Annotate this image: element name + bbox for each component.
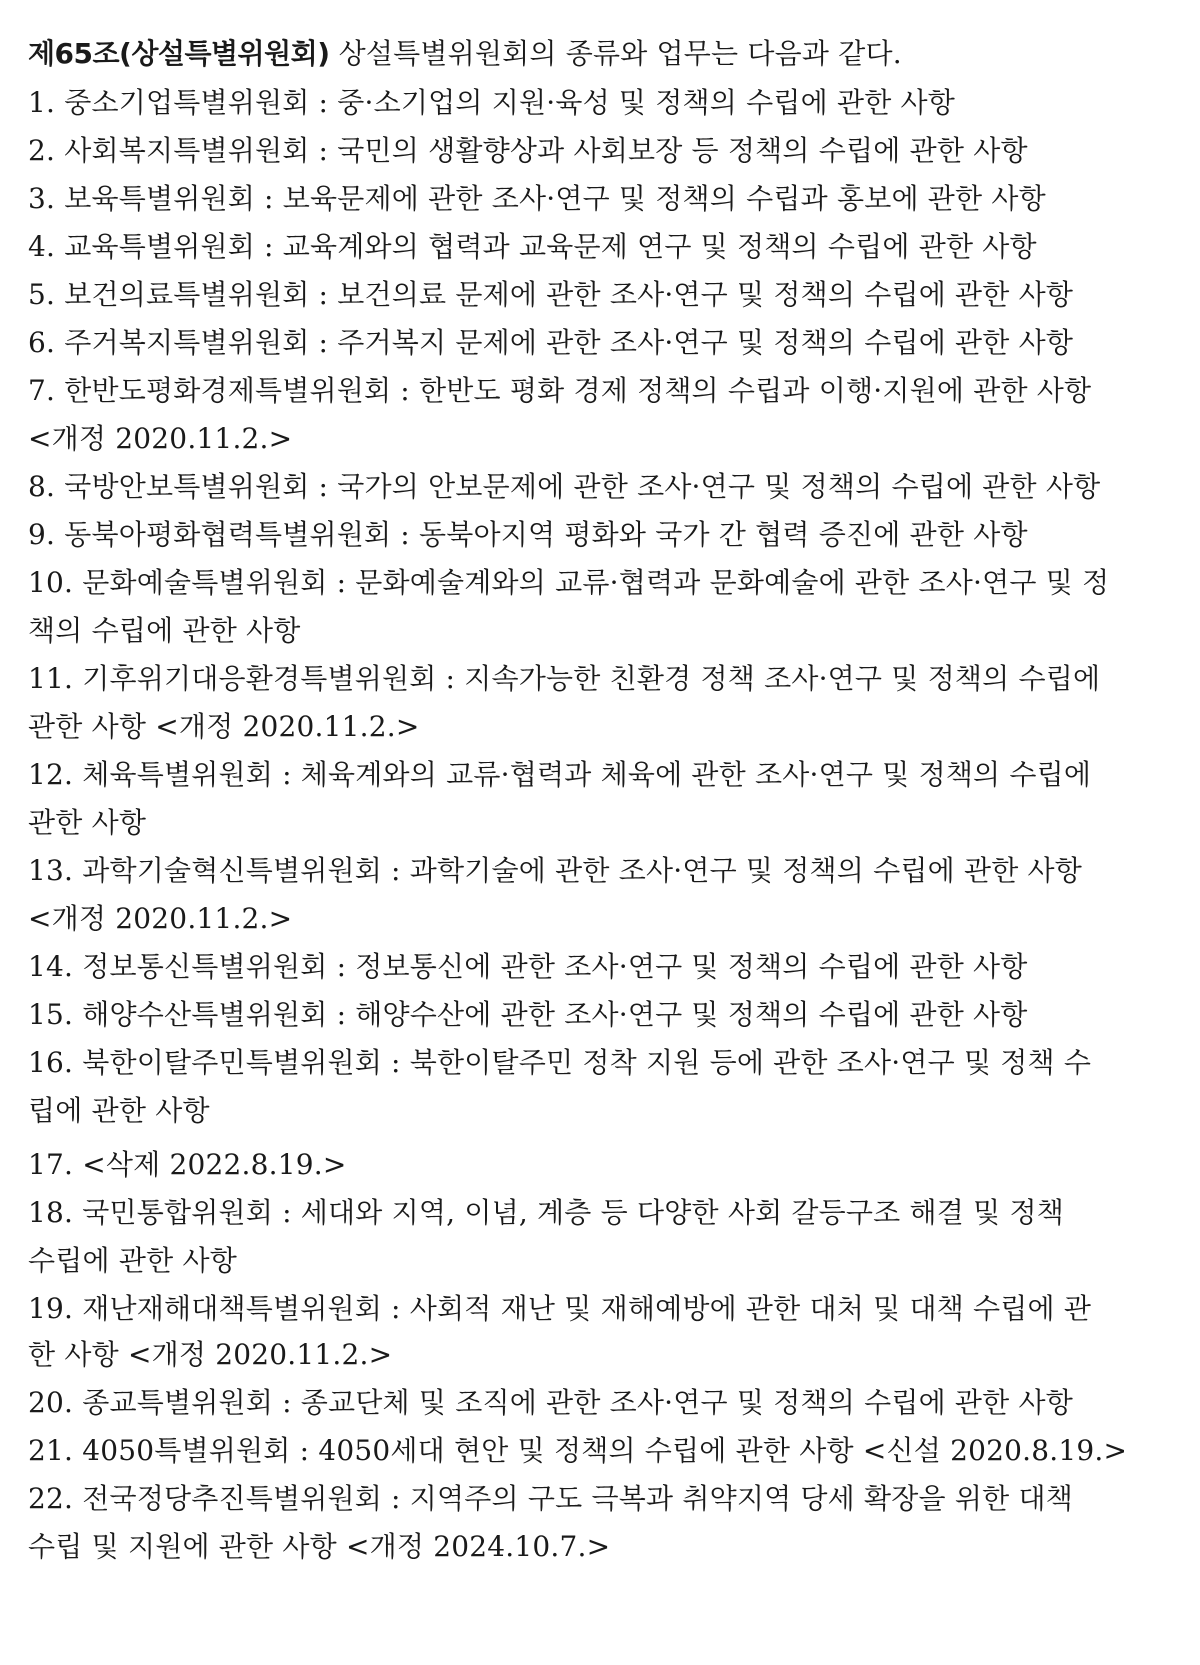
item-7-amendment: <개정 2020.11.2.> [28, 422, 293, 455]
item-21: 21. 4050특별위원회 : 4050세대 현안 및 정책의 수립에 관한 사항 <신설 2020.8.19.> [28, 1434, 1128, 1467]
item-15: 15. 해양수산특별위원회 : 해양수산에 관한 조사·연구 및 정책의 수립에 관한 사항 [28, 998, 1028, 1031]
item-12-cont: 관한 사항 [28, 806, 147, 839]
item-16: 16. 북한이탈주민특별위원회 : 북한이탈주민 정착 지원 등에 관한 조사·연구 및 정책 수 [28, 1046, 1092, 1079]
article-intro: 상설특별위원회의 종류와 업무는 다음과 같다. [338, 37, 902, 70]
article-title: 제65조(상설특별위원회) [28, 37, 330, 70]
item-18-cont: 수립에 관한 사항 [28, 1244, 237, 1277]
item-12: 12. 체육특별위원회 : 체육계와의 교류·협력과 체육에 관한 조사·연구 및 정책의 수립에 [28, 758, 1092, 791]
item-10-cont: 책의 수립에 관한 사항 [28, 614, 301, 647]
item-13-amendment: <개정 2020.11.2.> [28, 902, 293, 935]
item-20: 20. 종교특별위원회 : 종교단체 및 조직에 관한 조사·연구 및 정책의 수립에 관한 사항 [28, 1386, 1074, 1419]
item-22: 22. 전국정당추진특별위원회 : 지역주의 구도 극복과 취약지역 당세 확장을 위한 대책 [28, 1482, 1073, 1515]
item-11-cont: 관한 사항 <개정 2020.11.2.> [28, 710, 420, 743]
item-8: 8. 국방안보특별위원회 : 국가의 안보문제에 관한 조사·연구 및 정책의 수립에 관한 사항 [28, 470, 1101, 503]
item-10: 10. 문화예술특별위원회 : 문화예술계와의 교류·협력과 문화예술에 관한 조사·연구 및 정 [28, 566, 1110, 599]
item-17: 17. <삭제 2022.8.19.> [28, 1148, 347, 1181]
item-11: 11. 기후위기대응환경특별위원회 : 지속가능한 친환경 정책 조사·연구 및 정책의 수립에 [28, 662, 1101, 695]
item-14: 14. 정보통신특별위원회 : 정보통신에 관한 조사·연구 및 정책의 수립에 관한 사항 [28, 950, 1028, 983]
item-18: 18. 국민통합위원회 : 세대와 지역, 이념, 계층 등 다양한 사회 갈등구조 해결 및 정책 [28, 1196, 1064, 1229]
item-19: 19. 재난재해대책특별위원회 : 사회적 재난 및 재해예방에 관한 대처 및 대책 수립에 관 [28, 1292, 1092, 1325]
item-4: 4. 교육특별위원회 : 교육계와의 협력과 교육문제 연구 및 정책의 수립에 관한 사항 [28, 230, 1037, 263]
item-7: 7. 한반도평화경제특별위원회 : 한반도 평화 경제 정책의 수립과 이행·지원에 관한 사항 [28, 374, 1092, 407]
item-22-cont: 수립 및 지원에 관한 사항 <개정 2024.10.7.> [28, 1530, 611, 1563]
item-1: 1. 중소기업특별위원회 : 중·소기업의 지원·육성 및 정책의 수립에 관한 사항 [28, 86, 956, 119]
item-6: 6. 주거복지특별위원회 : 주거복지 문제에 관한 조사·연구 및 정책의 수립에 관한 사항 [28, 326, 1074, 359]
item-13: 13. 과학기술혁신특별위원회 : 과학기술에 관한 조사·연구 및 정책의 수립에 관한 사항 [28, 854, 1083, 887]
article-heading-line [28, 30, 1178, 78]
item-2: 2. 사회복지특별위원회 : 국민의 생활향상과 사회보장 등 정책의 수립에 관한 사항 [28, 134, 1028, 167]
item-9: 9. 동북아평화협력특별위원회 : 동북아지역 평화와 국가 간 협력 증진에 관한 사항 [28, 518, 1028, 551]
item-3: 3. 보육특별위원회 : 보육문제에 관한 조사·연구 및 정책의 수립과 홍보에 관한 사항 [28, 182, 1046, 215]
item-16-cont: 립에 관한 사항 [28, 1094, 210, 1127]
item-5: 5. 보건의료특별위원회 : 보건의료 문제에 관한 조사·연구 및 정책의 수립에 관한 사항 [28, 278, 1074, 311]
item-19-cont: 한 사항 <개정 2020.11.2.> [28, 1338, 393, 1371]
